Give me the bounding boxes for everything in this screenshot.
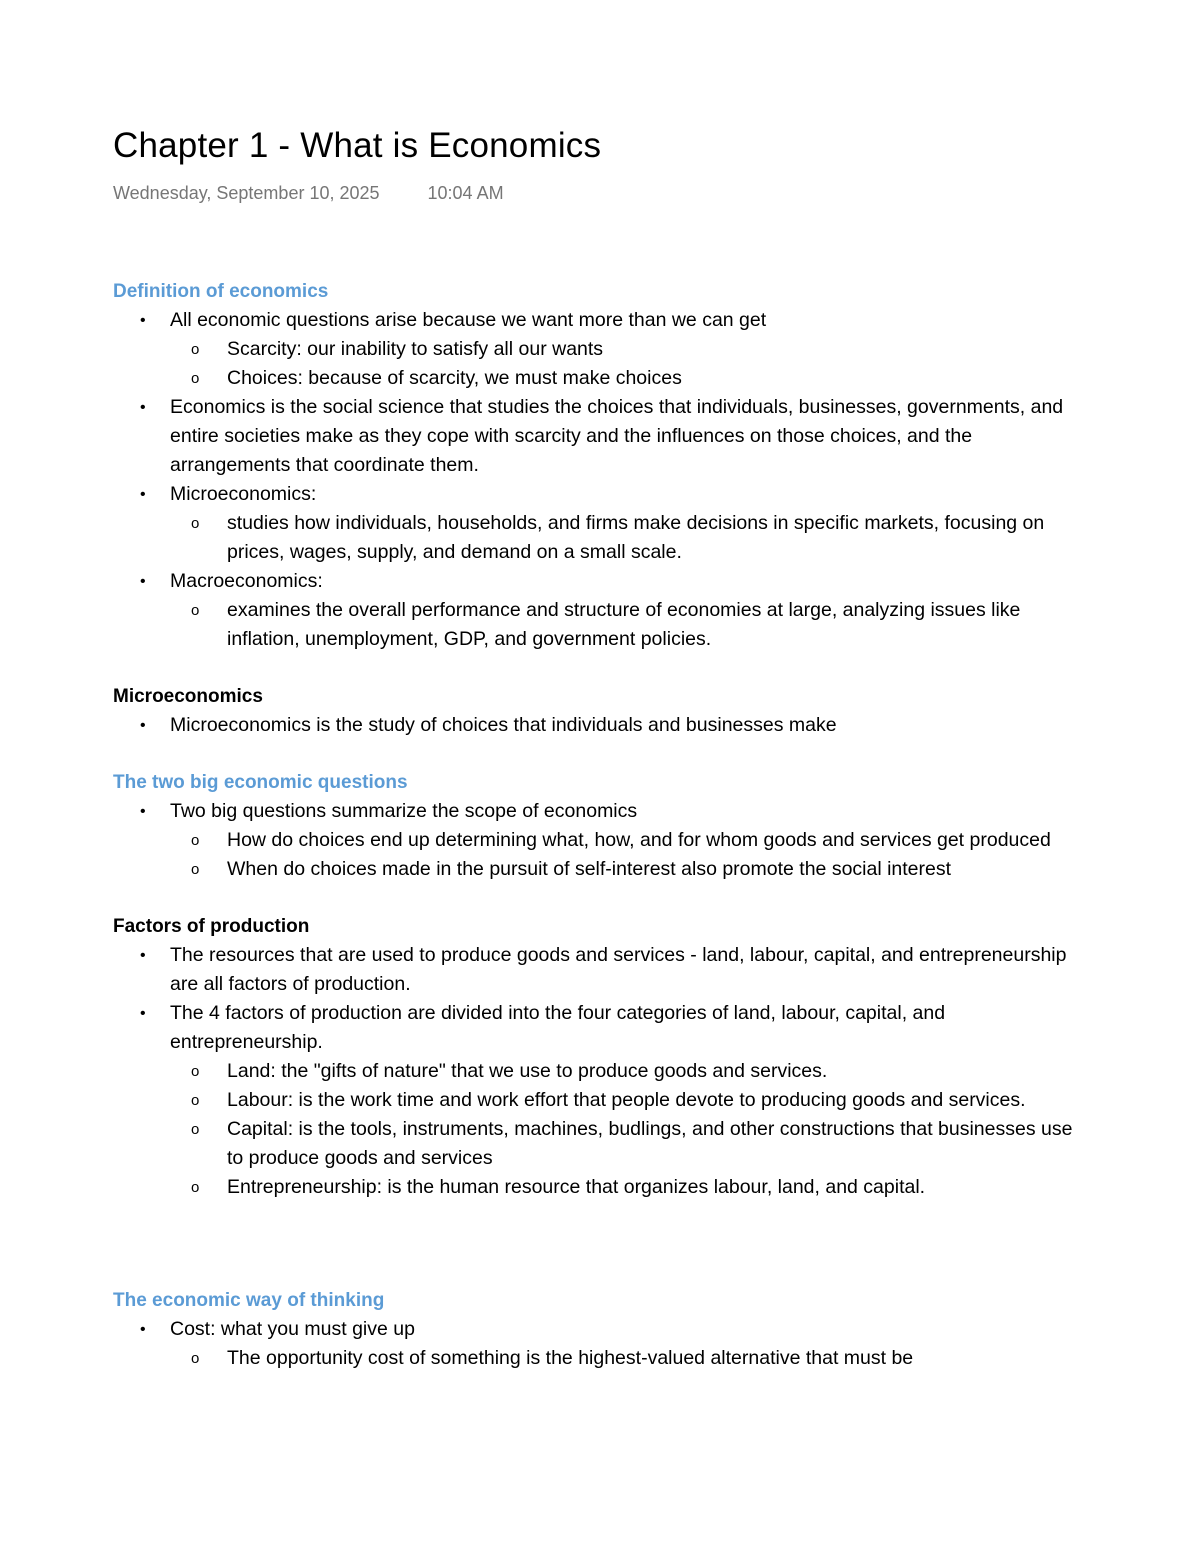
page-time: 10:04 AM [427,183,504,203]
sub-list [170,1344,1073,1373]
sub-list-item [169,335,1073,364]
list-item-text: Macroeconomics: [170,570,323,592]
bullet-icon: • [140,1321,146,1338]
section-microeconomics [113,682,1073,740]
bullet-list [113,797,1073,884]
sub-list-item-text: Land: the "gifts of nature" that we use to produce goods and services. [227,1060,828,1082]
list-item-text: The resources that are used to produce goods and services - land, labour, capital, and entrepreneurship are all factors of production. [170,944,1067,995]
sub-list-item-text: studies how individuals, households, and firms make decisions in specific markets, focusing on prices, wages, supply, and demand on a small scale. [227,512,1045,563]
list-item [113,999,1073,1202]
sub-list-item-text: Labour: is the work time and work effort that people devote to producing goods and services. [227,1089,1026,1111]
section-heading: The economic way of thinking [113,1290,385,1311]
sub-list-item-text: Entrepreneurship: is the human resource that organizes labour, land, and capital. [227,1176,926,1198]
list-item [113,480,1073,567]
page-meta [113,178,1073,208]
sub-list-item [169,1173,1073,1202]
section-heading: Microeconomics [113,686,263,707]
list-item-text: All economic questions arise because we want more than we can get [170,309,767,331]
sub-list-item [169,1344,1073,1373]
list-item [113,567,1073,654]
bullet-list [113,306,1073,654]
section-heading: Factors of production [113,916,310,937]
list-item-text: Two big questions summarize the scope of economics [170,800,638,822]
sub-list-item [169,826,1073,855]
list-item [113,306,1073,393]
list-item [113,941,1073,999]
sub-bullet-icon: o [191,1121,200,1138]
note-page [113,122,1073,1440]
sub-list-item [169,596,1073,654]
section-heading: The two big economic questions [113,772,408,793]
sub-list [170,596,1073,654]
sub-list-item-text: When do choices made in the pursuit of self-interest also promote the social interest [227,858,952,880]
sub-bullet-icon: o [191,1092,200,1109]
list-item [113,1315,1073,1373]
sub-list [170,509,1073,567]
sub-list-item [169,509,1073,567]
sub-list-item-text: How do choices end up determining what, how, and for whom goods and services get produced [227,829,1051,851]
sub-list-item [169,364,1073,393]
sub-list [170,826,1073,884]
sub-list [170,1057,1073,1202]
list-item [113,711,1073,740]
bullet-icon: • [140,1005,146,1022]
sub-list-item-text: Choices: because of scarcity, we must make choices [227,367,682,389]
sub-list-item-text: The opportunity cost of something is the highest-valued alternative that must be [227,1347,914,1369]
bullet-icon: • [140,312,146,329]
bullet-list [113,941,1073,1202]
page-title: Chapter 1 - What is Economics [113,126,602,165]
sub-bullet-icon: o [191,1063,200,1080]
sub-bullet-icon: o [191,515,200,532]
sub-list-item-text: examines the overall performance and structure of economies at large, analyzing issues like inflation, unemployment, GDP, and government policies. [227,599,1021,650]
bullet-icon: • [140,486,146,503]
bullet-icon: • [140,947,146,964]
sub-bullet-icon: o [191,341,200,358]
sub-list-item [169,1115,1073,1173]
section-big-questions [113,768,1073,884]
sub-bullet-icon: o [191,370,200,387]
bullet-icon: • [140,573,146,590]
list-item-text: Microeconomics: [170,483,317,505]
sub-list-item-text: Capital: is the tools, instruments, machines, budlings, and other constructions that businesses use to produce goods and services [227,1118,1073,1169]
sub-list-item [169,1057,1073,1086]
bullet-icon: • [140,399,146,416]
sub-list-item [169,1086,1073,1115]
section-heading: Definition of economics [113,281,329,302]
bullet-icon: • [140,803,146,820]
section-definition [113,277,1073,654]
list-item [113,797,1073,884]
section-factors [113,912,1073,1202]
list-item-text: Cost: what you must give up [170,1318,415,1340]
bullet-icon: • [140,717,146,734]
sub-bullet-icon: o [191,861,200,878]
list-item-text: Microeconomics is the study of choices that individuals and businesses make [170,714,837,736]
list-item [113,393,1073,480]
sub-list-item [169,855,1073,884]
sub-bullet-icon: o [191,1179,200,1196]
sub-bullet-icon: o [191,602,200,619]
sub-bullet-icon: o [191,832,200,849]
bullet-list [113,1315,1073,1373]
page-date: Wednesday, September 10, 2025 [113,183,380,203]
section-thinking [113,1286,1073,1373]
list-item-text: Economics is the social science that studies the choices that individuals, businesses, governments, and entire societies make as they cope with scarcity and the influences on those choices, and the arrangements that coordinate them. [170,396,1064,476]
sub-bullet-icon: o [191,1350,200,1367]
sub-list-item-text: Scarcity: our inability to satisfy all our wants [227,338,604,360]
bullet-list [113,711,1073,740]
sub-list [170,335,1073,393]
list-item-text: The 4 factors of production are divided into the four categories of land, labour, capital, and entrepreneurship. [170,1002,946,1053]
